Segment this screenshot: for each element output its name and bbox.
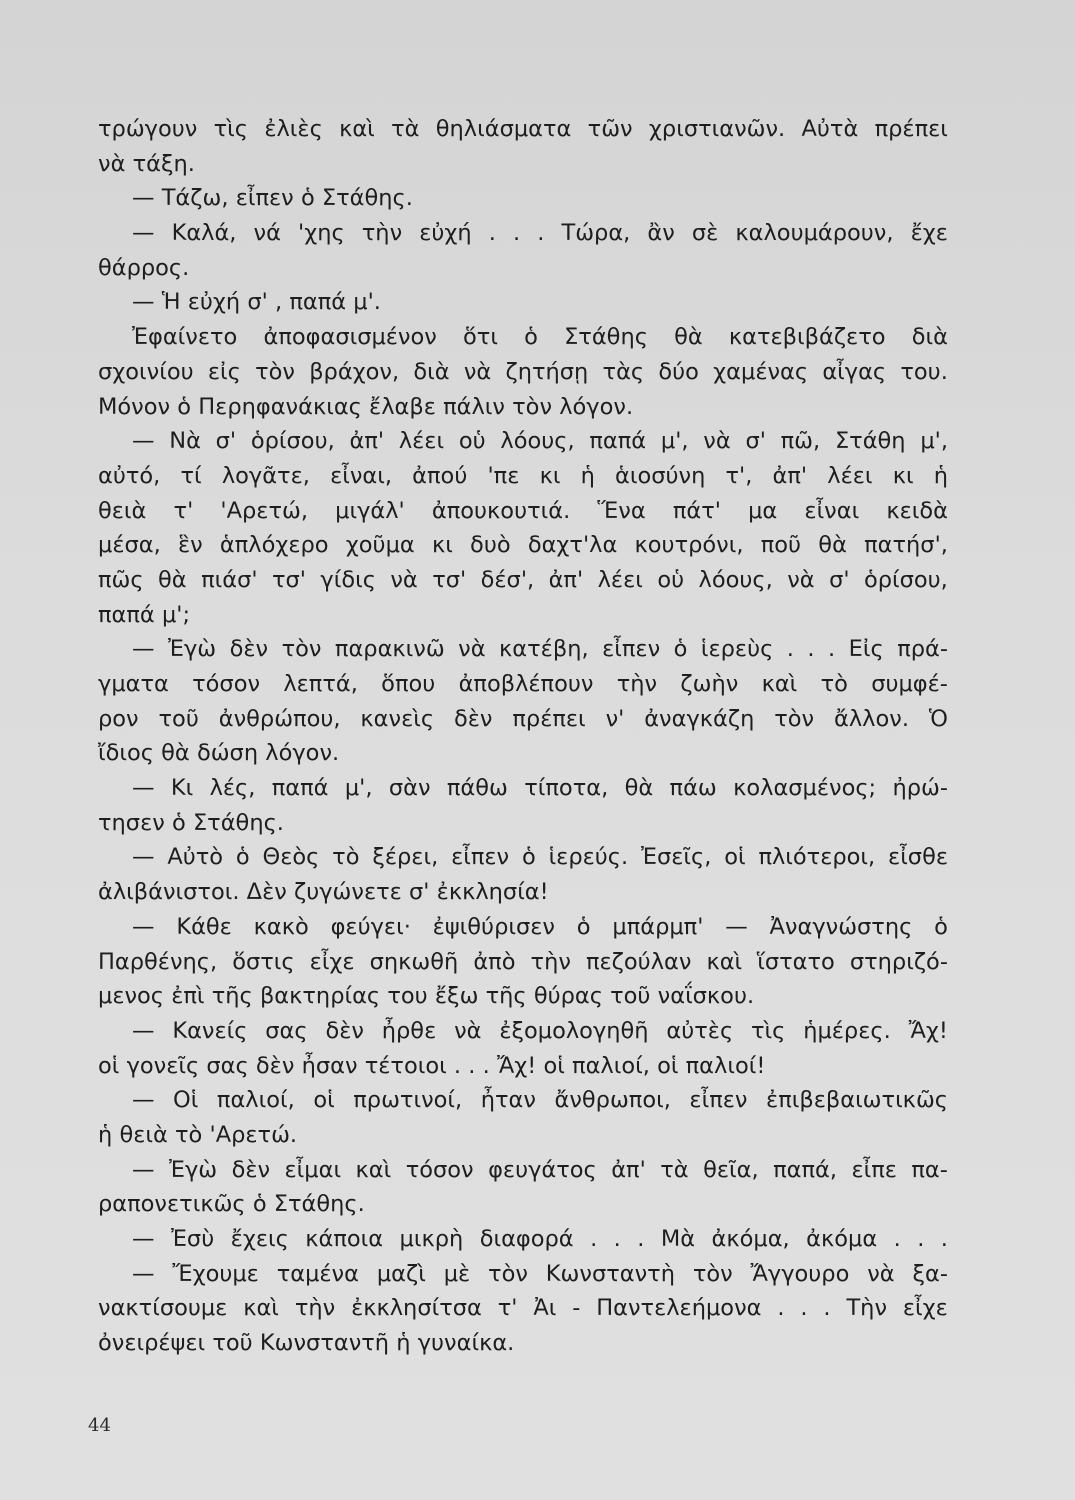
text-line: — Κάθε κακὸ φεύγει· ἐψιθύρισεν ὁ μπάρμπ' — Ἀναγνώστης ὁ xyxy=(132,913,948,940)
text-line: μενος ἐπὶ τῆς βακτηρίας του ἔξω τῆς θύρας τοῦ ναΐσκου. xyxy=(98,983,755,1010)
text-line: — Ἡ εὐχή σ' , παπά μ'. xyxy=(132,289,381,316)
text-line: — Κανείς σας δὲν ἦρθε νὰ ἐξομολογηθῆ αὐτὲς τὶς ἡμέρες. Ἄχ! xyxy=(132,1017,948,1044)
text-line: — Ἐγὼ δὲν τὸν παρακινῶ νὰ κατέβη, εἶπεν ὁ ἱερεὺς . . . Εἰς πρά- xyxy=(132,636,948,663)
text-line: — Κι λές, παπά μ', σὰν πάθω τίποτα, θὰ πάω κολασμένος; ἠρώ- xyxy=(132,775,948,802)
text-line: ρον τοῦ ἀνθρώπου, κανεὶς δὲν πρέπει ν' ἀναγκάζη τὸν ἄλλον. Ὁ xyxy=(98,705,948,732)
text-line: ἡ θειὰ τὸ 'Αρετώ. xyxy=(98,1121,298,1148)
text-line: Μόνον ὁ Περηφανάκιας ἔλαβε πάλιν τὸν λόγον. xyxy=(98,393,634,420)
text-line: γματα τόσον λεπτά, ὅπου ἀποβλέπουν τὴν ζωὴν καὶ τὸ συμφέ- xyxy=(98,671,948,697)
text-line: — Οἱ παλιοί, οἱ πρωτινοί, ἦταν ἄνθρωποι, εἶπεν ἐπιβεβαιωτικῶς xyxy=(132,1087,948,1114)
text-line: — Ἐσὺ ἔχεις κάποια μικρὴ διαφορά . . . Μὰ ἀκόμα, ἀκόμα . . . xyxy=(132,1226,948,1252)
text-line: αὐτό, τί λογᾶτε, εἶναι, ἀπού 'πε κι ἡ ἁιοσύνη τ', ἀπ' λέει κι ἡ xyxy=(98,462,948,489)
text-line: τρώγουν τὶς ἐλιὲς καὶ τὰ θηλιάσματα τῶν χριστιανῶν. Αὐτὰ πρέπει xyxy=(98,116,948,142)
text-line: ραπονετικῶς ὁ Στάθης. xyxy=(98,1191,365,1218)
text-line: σχοινίου εἰς τὸν βράχον, διὰ νὰ ζητήσῃ τὰς δύο χαμένας αἶγας του. xyxy=(98,358,948,385)
text-line: οἱ γονεῖς σας δὲν ἦσαν τέτοιοι . . . Ἄχ! οἱ παλιοί, οἱ παλιοί! xyxy=(98,1052,766,1079)
text-line: — Τάζω, εἶπεν ὁ Στάθης. xyxy=(132,185,413,212)
text-line: παπά μ'; xyxy=(98,601,191,628)
text-line: — Αὐτὸ ὁ Θεὸς τὸ ξέρει, εἶπεν ὁ ἱερεύς. Ἐσεῖς, οἱ πλιότεροι, εἶσθε xyxy=(132,844,948,871)
text-line: — Ἐγὼ δὲν εἶμαι καὶ τόσον φευγάτος ἀπ' τὰ θεῖα, παπά, εἶπε πα- xyxy=(132,1156,948,1183)
page-number: 44 xyxy=(88,1415,111,1436)
text-line: μέσα, ἓν ἁπλόχερο χοῦμα κι δυὸ δαχτ'λα κουτρόνι, ποῦ θὰ πατήσ', xyxy=(98,532,948,559)
text-line: νὰ τάξη. xyxy=(98,150,195,177)
body-text xyxy=(98,112,948,1361)
text-line: — Καλά, νά 'χης τὴν εὐχή . . . Τώρα, ἂν σὲ καλουμάρουν, ἔχε xyxy=(132,220,948,247)
text-line: Ἐφαίνετο ἀποφασισμένον ὅτι ὁ Στάθης θὰ κατεβιβάζετο διὰ xyxy=(132,324,948,351)
text-line: — Νὰ σ' ὁρίσου, ἀπ' λέει οὑ λόους, παπά μ', νὰ σ' πῶ, Στάθη μ', xyxy=(132,428,948,455)
text-line: νακτίσουμε καὶ τὴν ἐκκλησίτσα τ' Ἀι - Παντελεήμονα . . . Τὴν εἶχε xyxy=(98,1295,948,1322)
text-line: ὀνειρέψει τοῦ Κωνσταντῆ ἡ γυναίκα. xyxy=(98,1330,515,1357)
text-line: ἀλιβάνιστοι. Δὲν ζυγώνετε σ' ἐκκλησία! xyxy=(98,879,549,906)
text-line: Παρθένης, ὅστις εἶχε σηκωθῆ ἀπὸ τὴν πεζούλαν καὶ ἵστατο στηριζό- xyxy=(98,948,948,975)
text-line: ἴδιος θὰ δώση λόγον. xyxy=(98,740,340,767)
text-line: τησεν ὁ Στάθης. xyxy=(98,809,284,836)
text-line: πῶς θὰ πιάσ' τσ' γίδις νὰ τσ' δέσ', ἀπ' λέει οὑ λόους, νὰ σ' ὁρίσου, xyxy=(98,566,948,593)
text-line: θειὰ τ' 'Αρετώ, μιγάλ' ἀπουκουτιά. Ἕνα πάτ' μα εἶναι κειδὰ xyxy=(98,497,948,524)
text-line: — Ἔχουμε ταμένα μαζὶ μὲ τὸν Κωνσταντὴ τὸν Ἄγγουρο νὰ ξα- xyxy=(132,1260,948,1287)
text-line: θάρρος. xyxy=(98,254,190,281)
